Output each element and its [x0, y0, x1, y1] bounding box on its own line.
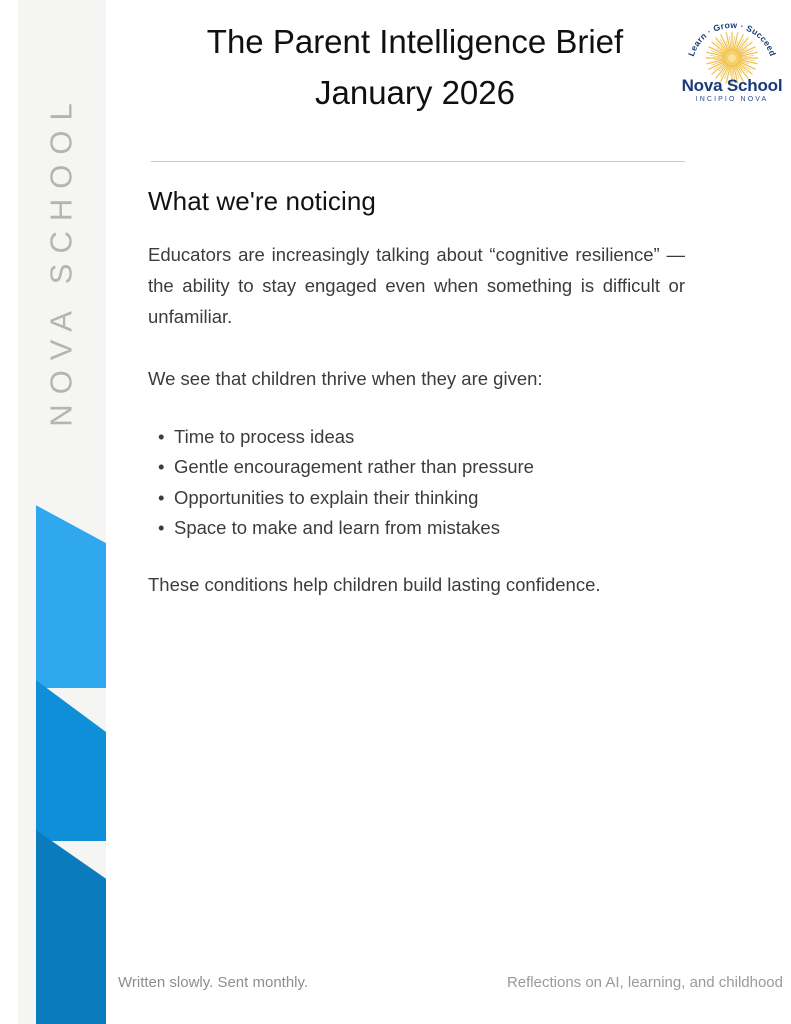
- vertical-brand-text: NOVA SCHOOL: [44, 93, 79, 427]
- footer-left-text: Written slowly. Sent monthly.: [118, 974, 309, 991]
- logo-tagline-text: INCIPIO NOVA: [695, 96, 769, 103]
- body-paragraph-2: We see that children thrive when they are given:: [148, 368, 543, 390]
- document-body: [148, 186, 685, 600]
- decorative-blue-shape-1: [36, 503, 106, 688]
- list-item: • Opportunities to explain their thinking: [158, 483, 685, 513]
- spacer: [148, 543, 685, 569]
- page-title: [130, 16, 700, 118]
- logo-name-text: Nova School: [681, 76, 783, 95]
- decorative-blue-shape-2: [36, 676, 106, 841]
- benefits-bullet-list: [148, 422, 685, 543]
- left-brand-strip: [18, 0, 106, 1024]
- svg-text:Learn · Grow · Succeed: Learn · Grow · Succeed: [685, 19, 779, 58]
- vertical-brand-label: [18, 0, 106, 520]
- body-paragraph-1: Educators are increasingly talking about “cognitive resilience” — the ability to stay engaged even when something is difficult or unfamiliar.: [148, 244, 685, 328]
- footer-right-text: Reflections on AI, learning, and childhood: [506, 974, 783, 991]
- nova-school-logo: [680, 14, 784, 114]
- list-item: • Gentle encouragement rather than pressure: [158, 452, 685, 482]
- list-item: • Space to make and learn from mistakes: [158, 513, 685, 543]
- document-footer: [118, 974, 791, 1002]
- section-heading: What we're noticing: [148, 186, 376, 216]
- spacer: [148, 332, 685, 363]
- list-item: • Time to process ideas: [158, 422, 685, 452]
- page-title-line-1: The Parent Intelligence Brief: [206, 23, 624, 60]
- decorative-blue-shape-3: [36, 826, 106, 1024]
- document-header: [118, 0, 791, 160]
- body-paragraph-3: These conditions help children build lasting confidence.: [148, 573, 601, 595]
- page-title-line-2: January 2026: [315, 74, 515, 112]
- header-divider: [151, 161, 685, 162]
- spacer: [148, 394, 685, 422]
